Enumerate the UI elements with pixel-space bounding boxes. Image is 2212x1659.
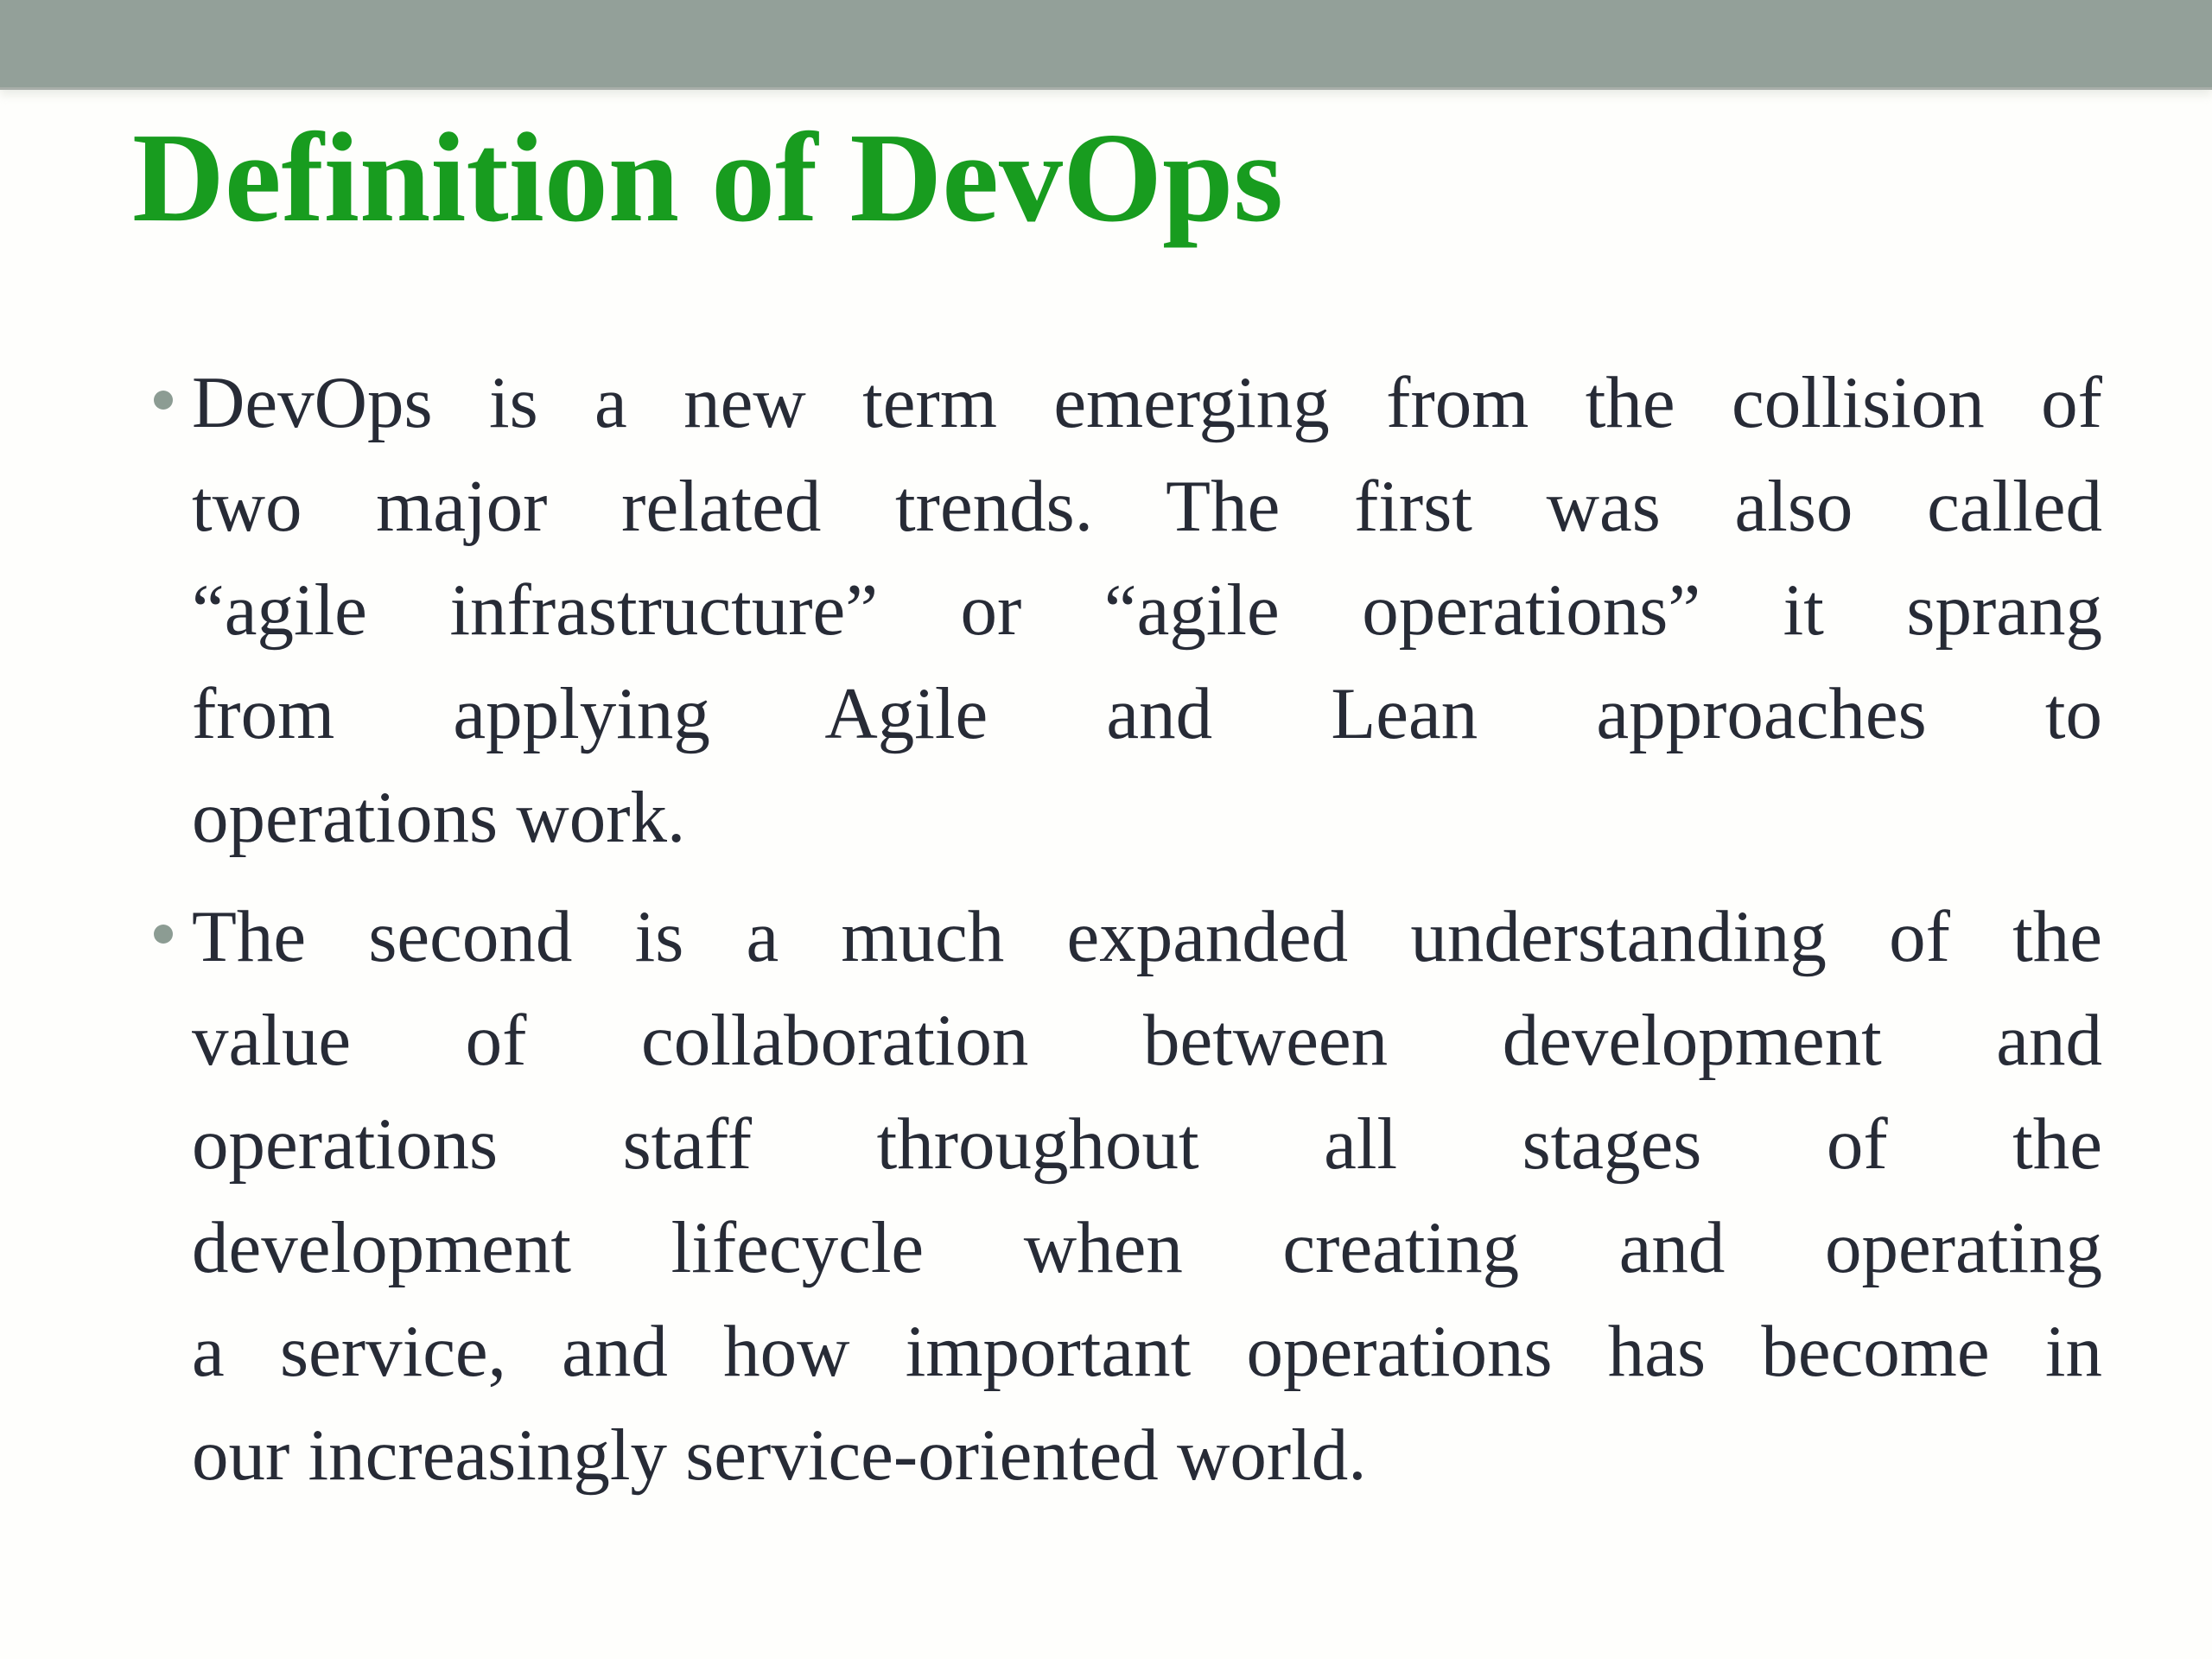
text-line: operations work.	[192, 777, 686, 858]
bullet-item-2	[192, 885, 2102, 1507]
text-line: from applying Agile and Lean approaches to	[192, 673, 2102, 754]
text-line: DevOps is a new term emerging from the collision of	[192, 362, 2102, 443]
text-line: The second is a much expanded understanding of the	[192, 896, 2102, 977]
bullet-icon	[154, 925, 173, 944]
text-line: our increasingly service-oriented world.	[192, 1414, 1367, 1496]
text-line: development lifecycle when creating and operating	[192, 1207, 2102, 1288]
text-line: two major related trends. The first was also called	[192, 466, 2102, 547]
text-line: value of collaboration between development and	[192, 1000, 2102, 1081]
bullet-item-1	[192, 351, 2102, 869]
text-line: operations staff throughout all stages of the	[192, 1103, 2102, 1185]
top-band	[0, 0, 2212, 90]
slide-title: Definition of DevOps	[132, 107, 1283, 249]
text-line: a service, and how important operations has become in	[192, 1311, 2102, 1392]
bullet-icon	[154, 391, 173, 410]
bullet-list	[192, 351, 2102, 1507]
text-line: “agile infrastructure” or “agile operations” it sprang	[192, 569, 2102, 651]
